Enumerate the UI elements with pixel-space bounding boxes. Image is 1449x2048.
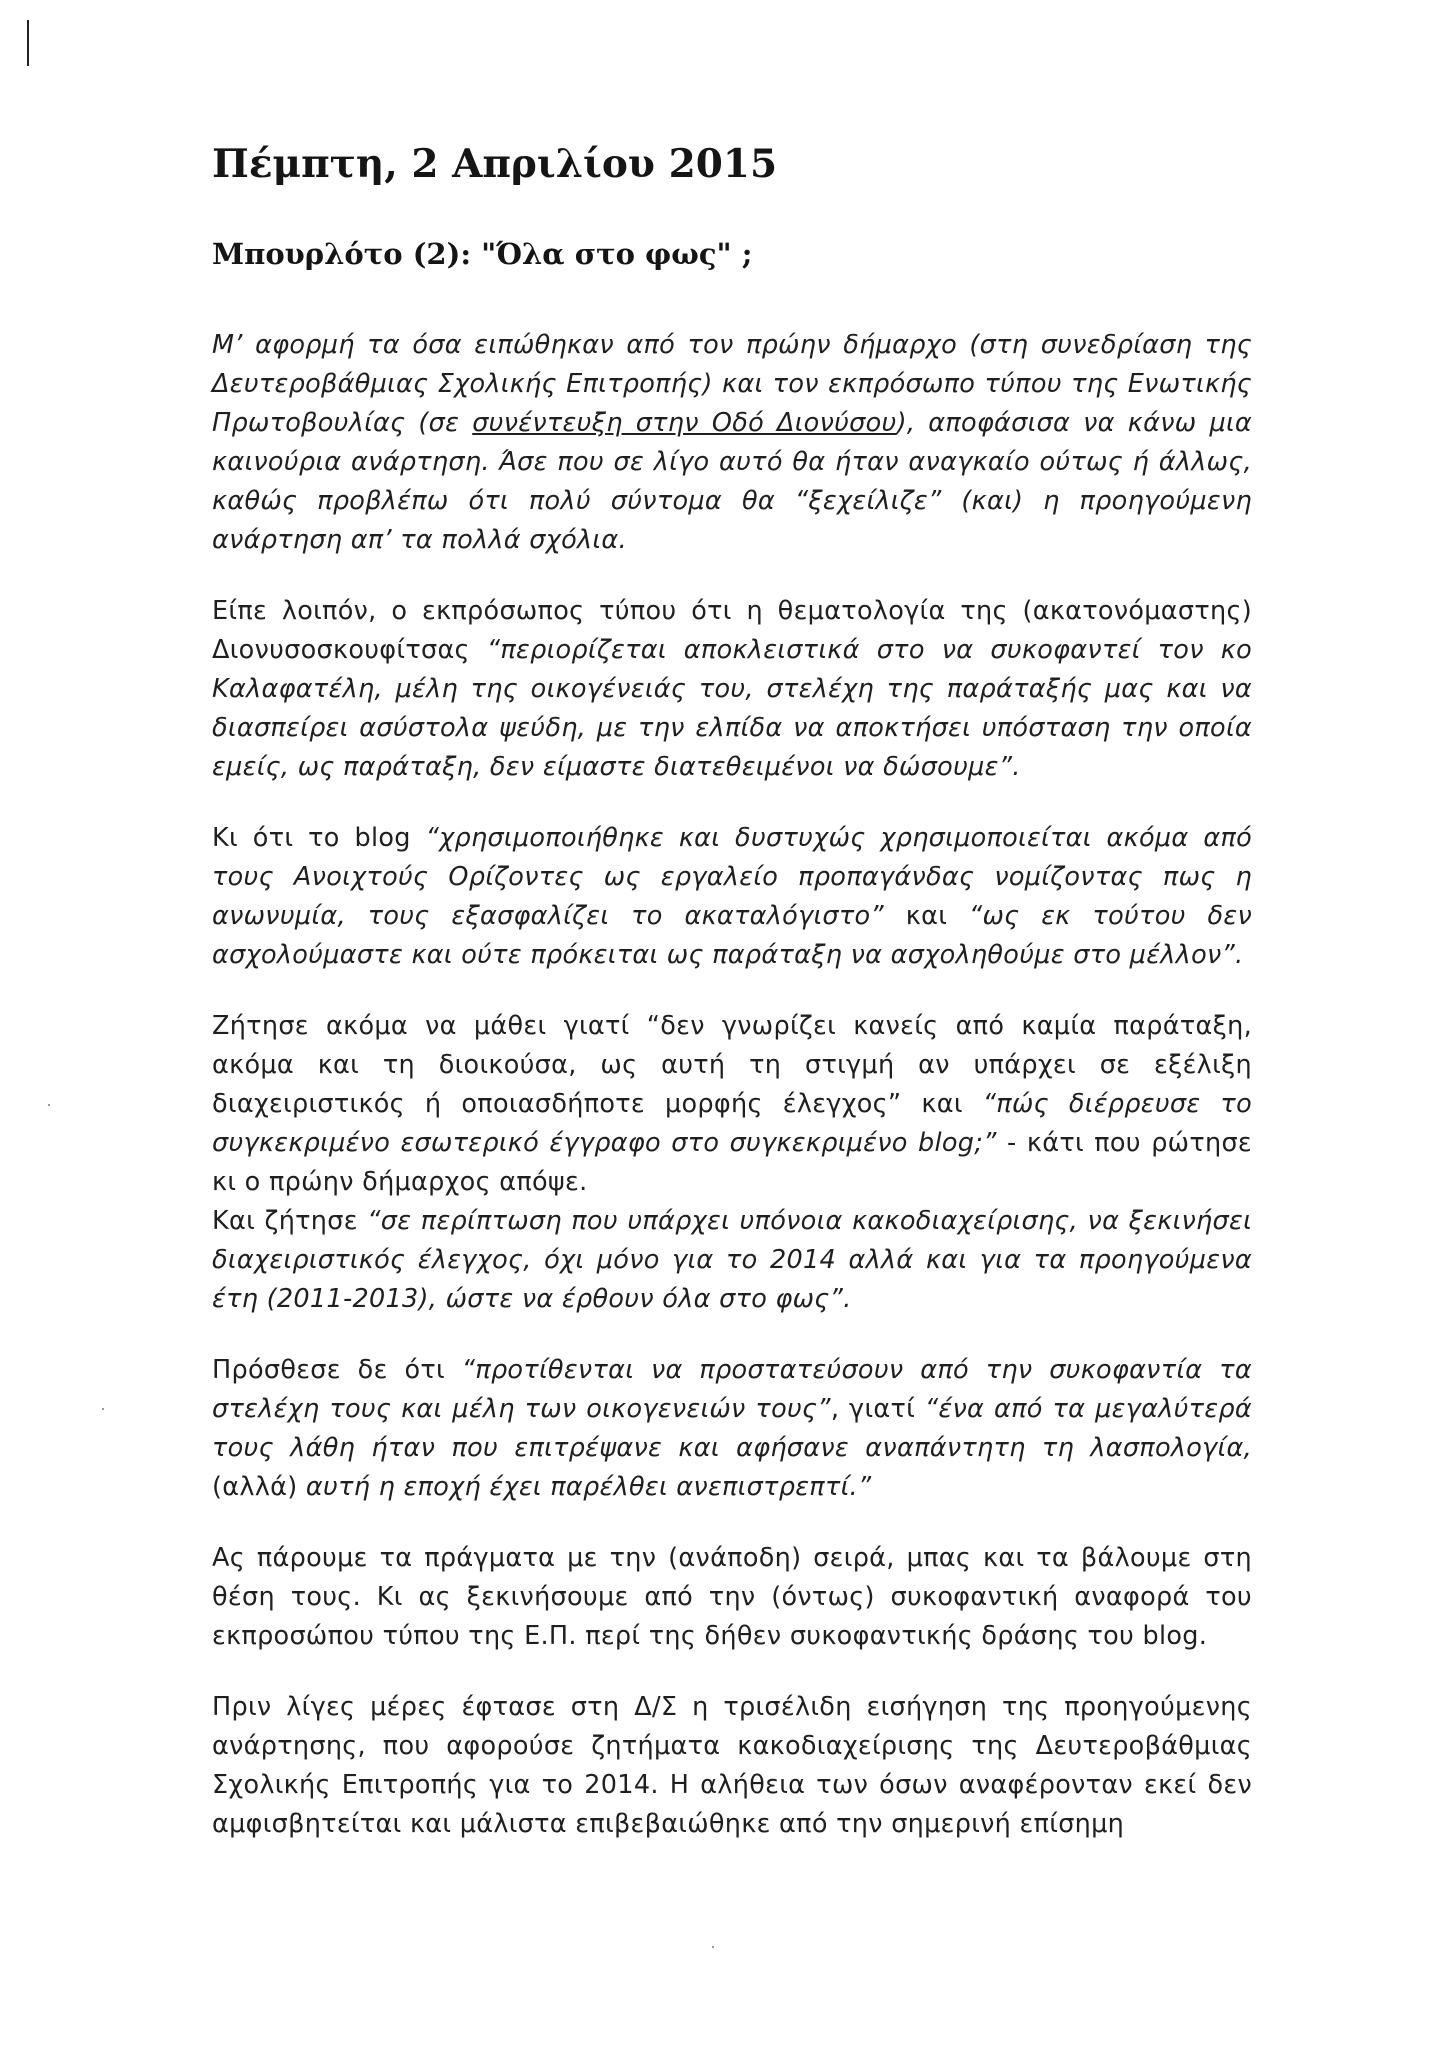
document-body bbox=[212, 138, 1252, 1876]
added-text-but: (αλλά) bbox=[212, 1472, 306, 1502]
added-quote-1: “προτίθενται να προστατεύσουν από την συκοφαντία τα στελέχη τους και μέλη των οικογενειών τους” bbox=[212, 1355, 1252, 1424]
statement-quote: “περιορίζεται αποκλειστικά στο να συκοφαντεί τον κο Καλαφατέλη, μέλη της οικογένειάς του, στελέχη της παράταξής μας και να διασπείρει ασύστολα ψεύδη, με την ελπίδα να αποκτήσει υπόσταση την οποία εμείς, ως παράταξη, δεν είμαστε διατεθειμένοι να δώσουμε”. bbox=[212, 635, 1252, 782]
paragraph-request bbox=[212, 1202, 1252, 1319]
post-date: Πέμπτη, 2 Απριλίου 2015 bbox=[212, 141, 778, 187]
question-text-cont: - κάτι που ρώτησε κι ο πρώην δήμαρχος απόψε. bbox=[212, 1128, 1252, 1197]
request-quote: “σε περίπτωση που υπάρχει υπόνοια κακοδιαχείρισης, να ξεκινήσει διαχειριστικός έλεγχος, όχι μόνο για το 2014 αλλά και για τα προηγούμενα έτη (2011-2013), ώστε να έρθουν όλα στο φως”. bbox=[212, 1206, 1252, 1314]
question-quote: “πώς διέρρευσε το συγκεκριμένο εσωτερικό έγγραφο στο συγκεκριμένο blog;” bbox=[212, 1089, 1252, 1158]
blog-quote-1: “χρησιμοποιήθηκε και δυστυχώς χρησιμοποιείται ακόμα από τους Ανοιχτούς Ορίζοντες ως εργαλείο προπαγάνδας νομίζοντας πως η ανωνυμία, τους εξασφαλίζει το ακαταλόγιστο” bbox=[212, 823, 1252, 931]
scan-speck bbox=[48, 1104, 50, 1106]
paragraph-reverse-order: Ας πάρουμε τα πράγματα με την (ανάποδη) σειρά, μπας και τα βάλουμε στη θέση τους. Κι ας ξεκινήσουμε από την (όντως) συκοφαντική αναφορά του εκπροσώπου τύπου της Ε.Π. περί της δήθεν συκοφαντικής δράσης του blog. bbox=[212, 1543, 1252, 1651]
paragraph-report: Πριν λίγες μέρες έφτασε στη Δ/Σ η τρισέλιδη εισήγηση της προηγούμενης ανάρτησης, που αφορούσε ζητήματα κακοδιαχείρισης της Δευτεροβάθμιας Σχολικής Επιτροπής για το 2014. Η αλήθεια των όσων αναφέρονταν εκεί δεν αμφισβητείται και μάλιστα επιβεβαιώθηκε από την σημερινή επίσημη bbox=[212, 1692, 1252, 1839]
intro-text: Μ’ αφορμή τα όσα ειπώθηκαν από τον πρώην δήμαρχο (στη συνεδρίαση της Δευτεροβάθμιας Σχολικής Επιτροπής) και τον εκπρόσωπο τύπου της Ενωτικής Πρωτοβουλίας (σε bbox=[212, 330, 1252, 438]
paragraph-statement bbox=[212, 592, 1252, 787]
added-quote-2: “ένα από τα μεγαλύτερά τους λάθη ήταν που επιτρέψανε και αφήσανε αναπάντητη τη λασπολογία, bbox=[212, 1394, 1253, 1463]
added-text: Πρόσθεσε δε ότι bbox=[212, 1355, 462, 1385]
paragraph-question bbox=[212, 1007, 1252, 1202]
added-quote-3: αυτή η εποχή έχει παρέλθει ανεπιστρεπτί.” bbox=[305, 1472, 872, 1502]
paragraph-blog bbox=[212, 819, 1252, 975]
question-text: Ζήτησε ακόμα να μάθει γιατί “δεν γνωρίζει κανείς από καμία παράταξη, ακόμα και τη διοικούσα, ως αυτή τη στιγμή αν υπάρχει σε εξέλιξη διαχειριστικός ή οποιασδήποτε μορφής έλεγχος” και bbox=[212, 1011, 1252, 1119]
intro-text-cont: ), αποφάσισα να κάνω μια καινούρια ανάρτηση. Άσε που σε λίγο αυτό θα ήταν αναγκαίο ούτως ή άλλως, καθώς προβλέπω ότι πολύ σύντομα θα “ξεχείλιζε” (και) η προηγούμενη ανάρτηση απ’ τα πολλά σχόλια. bbox=[212, 408, 1253, 555]
blog-text-and: και bbox=[883, 901, 969, 931]
request-text: Και ζήτησε bbox=[212, 1206, 368, 1236]
blog-quote-2: “ως εκ τούτου δεν ασχολούμαστε και ούτε πρόκειται ως παράταξη να ασχοληθούμε στο μέλλον”. bbox=[212, 901, 1252, 970]
statement-text: Είπε λοιπόν, ο εκπρόσωπος τύπου ότι η θεματολογία της (ακατονόμαστης) Διονυσοσκουφίτσας bbox=[212, 596, 1252, 665]
added-text-because: , γιατί bbox=[830, 1394, 925, 1424]
scan-edge-mark bbox=[27, 20, 29, 66]
interview-link[interactable]: συνέντευξη στην Οδό Διονύσου bbox=[472, 408, 897, 438]
scan-speck bbox=[102, 1408, 104, 1410]
blog-text: Κι ότι το blog bbox=[212, 823, 426, 853]
paragraph-intro bbox=[212, 326, 1252, 560]
scan-speck bbox=[712, 1946, 714, 1948]
post-title: Μπουρλότο (2): "Όλα στο φως" ; bbox=[212, 237, 753, 271]
paragraph-added bbox=[212, 1351, 1252, 1507]
